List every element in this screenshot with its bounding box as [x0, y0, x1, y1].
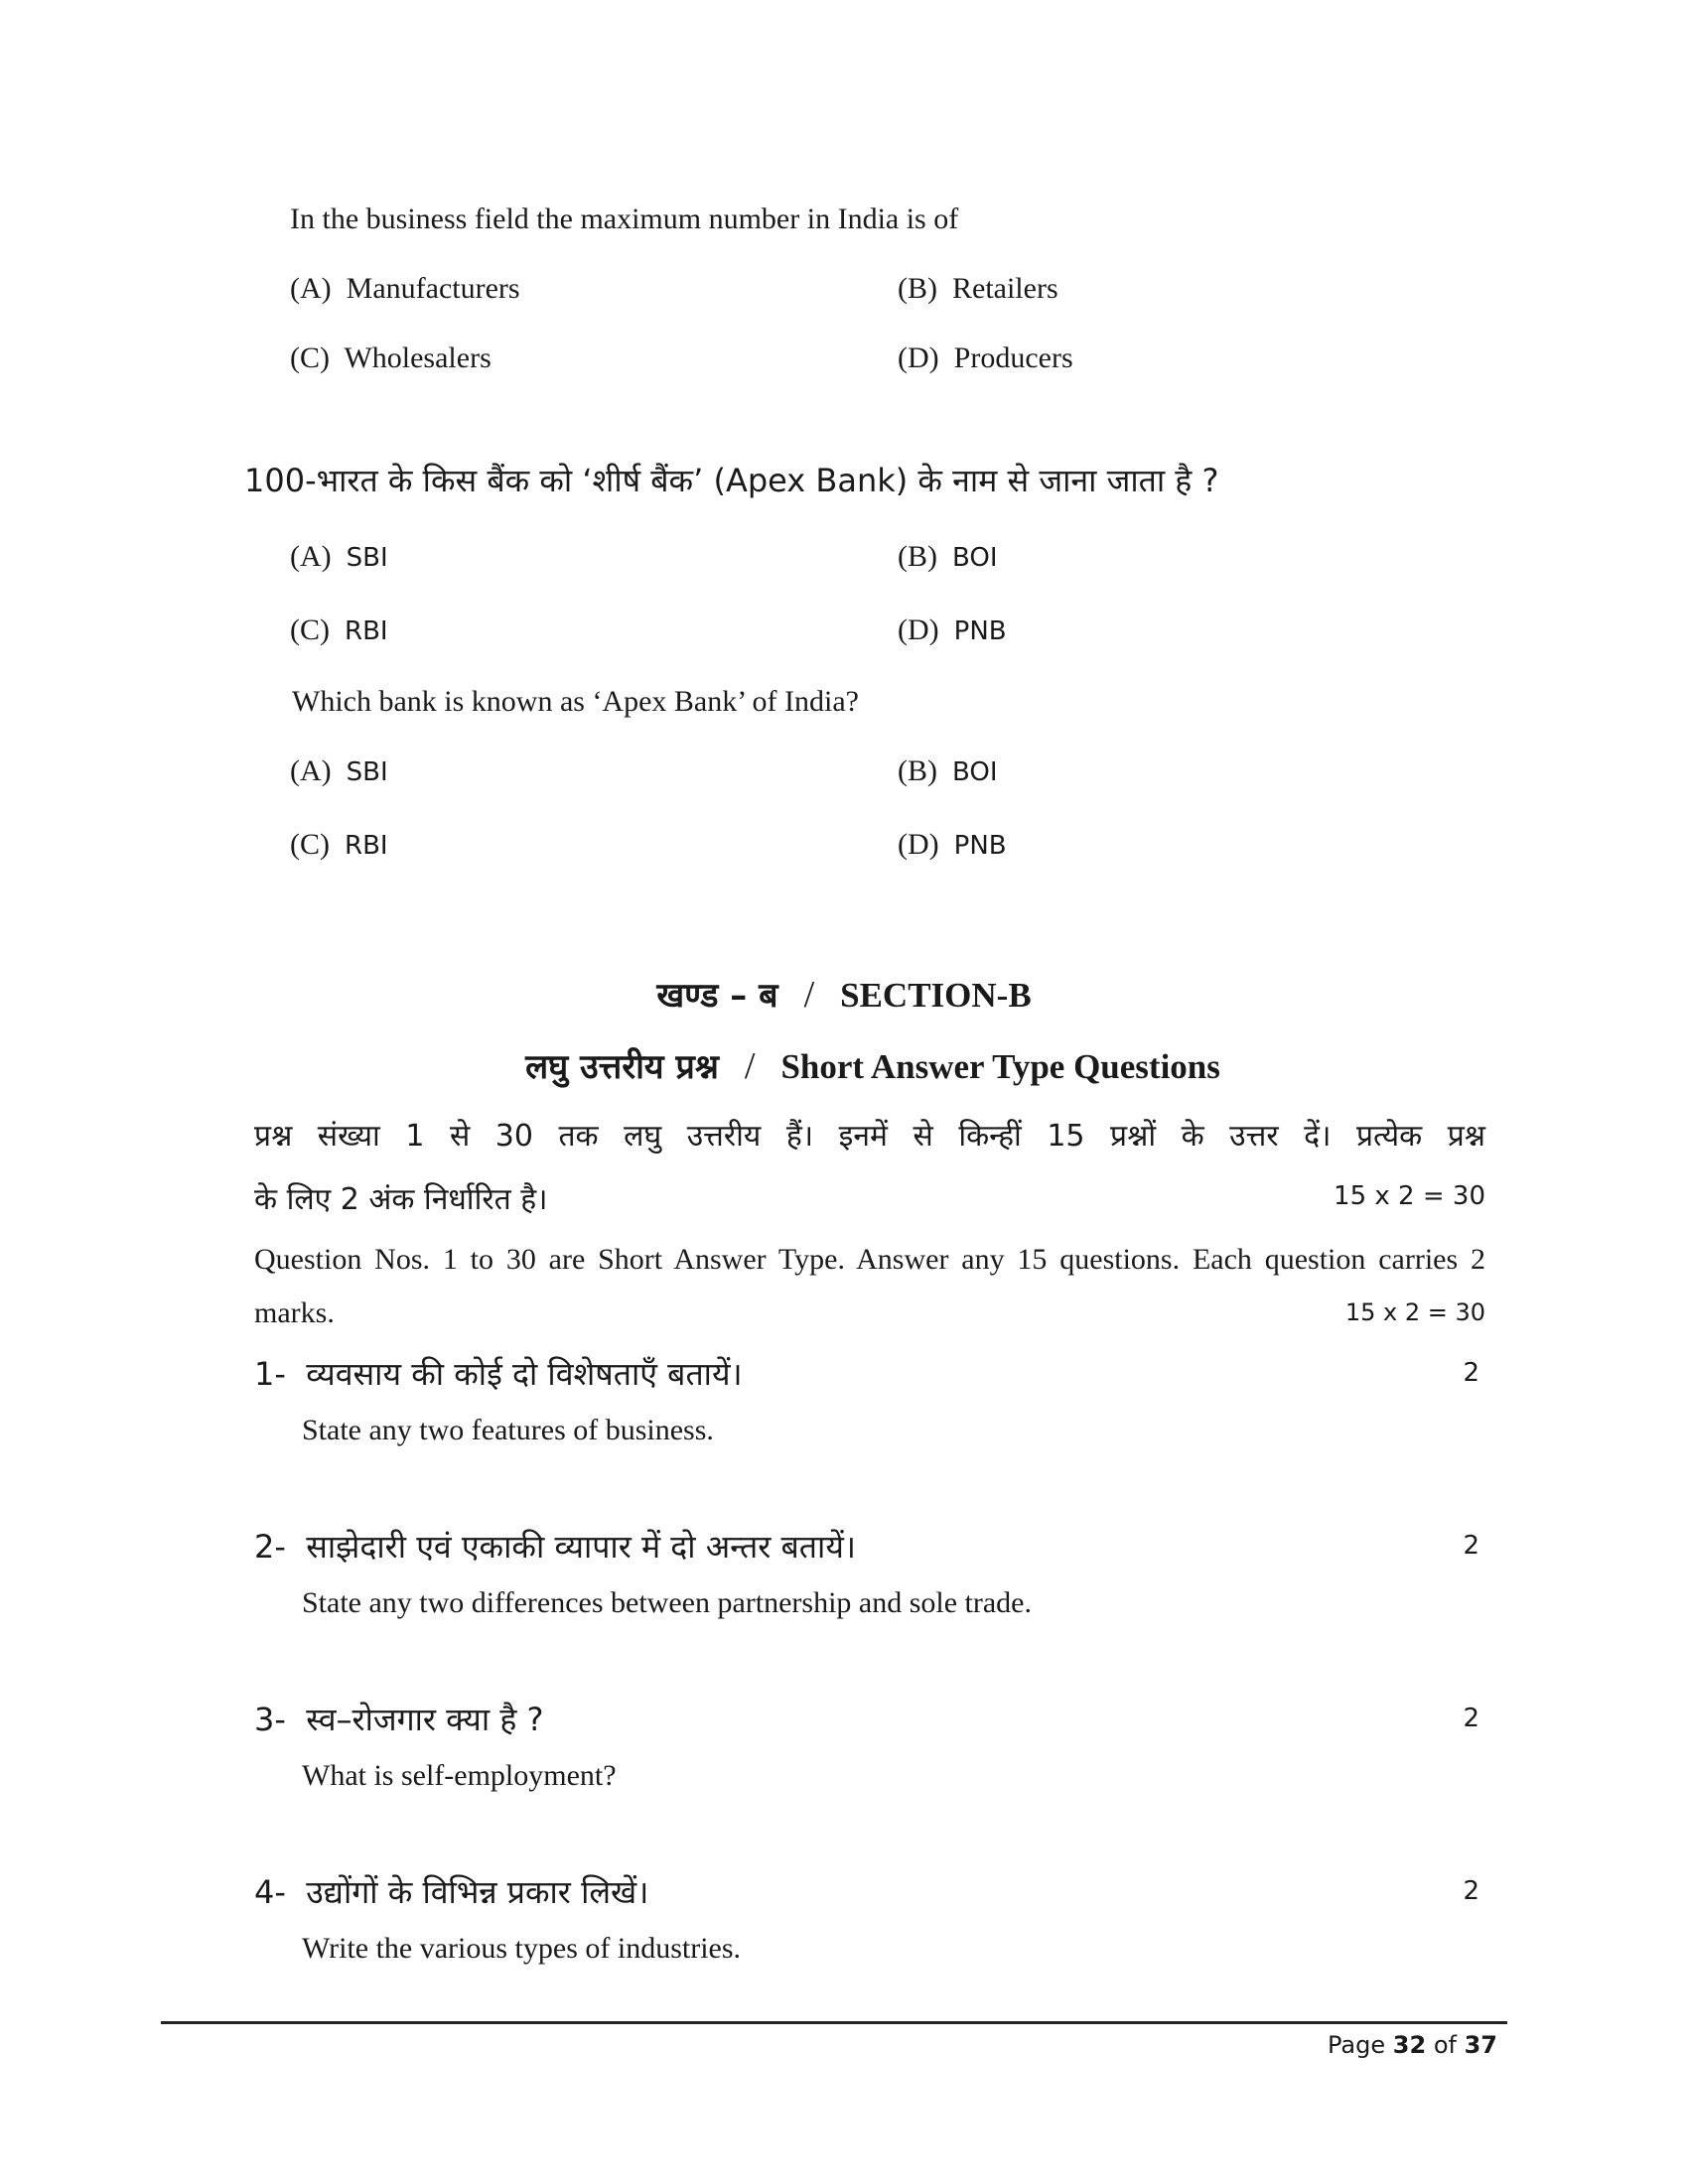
question-4-marks: 2	[1463, 1876, 1479, 1906]
option-value: Producers	[953, 341, 1073, 374]
question-99-option-a: (A) Manufacturers	[290, 272, 520, 305]
section-subheading	[0, 1042, 1688, 1088]
question-number: 3-	[254, 1701, 286, 1738]
section-hindi-title: खण्ड – ब	[656, 976, 778, 1016]
question-1-english: State any two features of business.	[302, 1414, 714, 1446]
question-100-en-option-c: (C) RBI	[290, 828, 388, 861]
question-99-option-b: (B) Retailers	[898, 272, 1058, 305]
option-value: BOI	[952, 543, 998, 573]
instructions-hindi-marks: 15 x 2 = 30	[1334, 1181, 1485, 1211]
question-100-hindi-text: 100-भारत के किस बैंक को ‘शीर्ष बैंक’ (Apex Bank) के नाम से जाना जाता है ?	[244, 462, 1219, 499]
option-value: BOI	[952, 757, 998, 787]
section-hindi-subtitle: लघु उत्तरीय प्रश्न	[525, 1047, 719, 1087]
page-current: 32	[1392, 2031, 1427, 2059]
question-number: 4-	[254, 1873, 286, 1911]
question-99-option-c: (C) Wholesalers	[290, 341, 492, 374]
question-2-english: State any two differences between partnership and sole trade.	[302, 1586, 1032, 1619]
option-value: SBI	[346, 543, 388, 573]
section-subtitle-separator: /	[744, 1045, 756, 1087]
question-99-option-d: (D) Producers	[898, 341, 1073, 374]
question-hindi-text: स्व–रोजगार क्या है ?	[306, 1701, 544, 1738]
question-100-en-option-b: (B) BOI	[898, 754, 998, 787]
section-separator: /	[803, 974, 815, 1016]
question-4-english: Write the various types of industries.	[302, 1932, 742, 1965]
question-3-marks: 2	[1463, 1704, 1479, 1733]
option-value: PNB	[953, 616, 1007, 646]
question-99-english-text: In the business field the maximum number in India is of	[290, 203, 959, 235]
instructions-english-marks: 15 x 2 = 30	[1344, 1298, 1485, 1326]
question-2-marks: 2	[1463, 1531, 1479, 1561]
option-value: RBI	[345, 831, 388, 861]
instructions-english-line1: Question Nos. 1 to 30 are Short Answer Type. Answer any 15 questions. Each question carries 2	[254, 1243, 1485, 1276]
option-value: Retailers	[952, 272, 1058, 305]
question-100-hi-option-a: (A) SBI	[290, 540, 388, 573]
instructions-hindi-line1: प्रश्न संख्या 1 से 30 तक लघु उत्तरीय हैं। इनमें से किन्हीं 15 प्रश्नों के उत्तर दें। प्रत्येक प्रश्न	[254, 1119, 1485, 1154]
question-100-hi-option-d: (D) PNB	[898, 614, 1007, 646]
page-word: Page	[1328, 2031, 1386, 2059]
question-1-marks: 2	[1463, 1358, 1479, 1388]
section-heading	[0, 971, 1688, 1017]
question-hindi-text: उद्योंगों के विभिन्न प्रकार लिखें।	[306, 1873, 649, 1911]
question-3-english: What is self-employment?	[302, 1759, 617, 1792]
page-of-word: of	[1433, 2031, 1457, 2059]
question-100-en-option-a: (A) SBI	[290, 754, 388, 787]
question-100-hi-option-c: (C) RBI	[290, 614, 388, 646]
option-value: SBI	[346, 757, 388, 787]
option-value: Manufacturers	[346, 272, 520, 305]
question-100-hi-option-b: (B) BOI	[898, 540, 998, 573]
page-total: 37	[1464, 2031, 1497, 2059]
option-value: RBI	[345, 616, 388, 646]
question-2-hindi	[254, 1525, 856, 1568]
instructions-hindi-line2: के लिए 2 अंक निर्धारित है।	[254, 1182, 548, 1217]
question-3-hindi	[254, 1698, 543, 1740]
section-english-title: SECTION-B	[840, 976, 1032, 1015]
question-100-english-text: Which bank is known as ‘Apex Bank’ of India?	[292, 685, 859, 718]
question-hindi-text: साझेदारी एवं एकाकी व्यापार में दो अन्तर बतायें।	[306, 1528, 857, 1566]
question-100-en-option-d: (D) PNB	[898, 828, 1007, 861]
question-1-hindi	[254, 1352, 743, 1395]
section-english-subtitle: Short Answer Type Questions	[780, 1047, 1220, 1086]
page-number	[1328, 2031, 1497, 2059]
footer-rule	[161, 2021, 1507, 2024]
option-value: PNB	[953, 831, 1007, 861]
instructions-english-line2: marks.	[254, 1297, 335, 1329]
question-number: 1-	[254, 1355, 286, 1393]
question-number: 2-	[254, 1528, 286, 1566]
question-4-hindi	[254, 1870, 648, 1913]
question-hindi-text: व्यवसाय की कोई दो विशेषताएँ बतायें।	[306, 1355, 743, 1393]
option-value: Wholesalers	[344, 341, 492, 374]
